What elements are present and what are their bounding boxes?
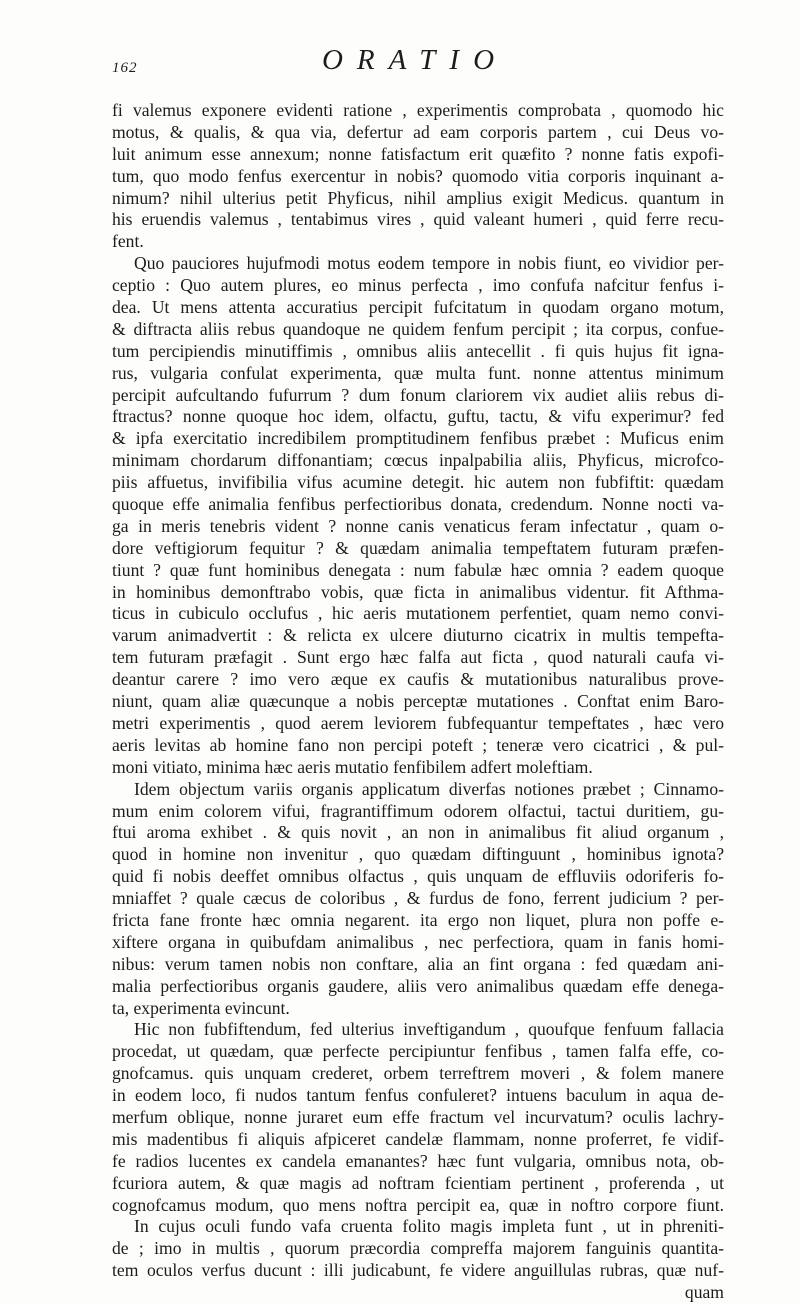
text-line: ta, experimenta evincunt. bbox=[112, 997, 290, 1018]
text-line: mum enim colorem vifui, fragrantiffimum odorem olfactui, tactui duritiem, gu- bbox=[112, 800, 724, 821]
text-line: percipit aufcultando fufurrum ? dum fonum clariorem vix audiet aliis rebus di- bbox=[112, 384, 724, 405]
text-line: metri experimentis , quod aerem leviorem fubfequantur tempeftates , hæc vero bbox=[112, 712, 724, 733]
text-line: nibus: verum tamen nobis non conftare, alia an fint organa : fed quædam ani- bbox=[112, 953, 724, 974]
text-line: moni vitiato, minima hæc aeris mutatio fenfibilem adfert moleftiam. bbox=[112, 756, 593, 777]
text-line: fricta fane fronte hæc omnia negarent. ita ergo non liquet, plura non poffe e- bbox=[112, 909, 724, 930]
body-text bbox=[112, 100, 724, 1304]
text-line: merfum oblique, nonne juraret eum effe fractum vel incurvatum? oculis lachry- bbox=[112, 1106, 724, 1127]
text-line: minimam chordarum diffonantiam; cœcus inpalpabilia aliis, Phyficus, microfco- bbox=[112, 450, 724, 471]
text-line: nimum? nihil ulterius petit Phyficus, nihil amplius exigit Medicus. quantum in bbox=[112, 187, 724, 208]
text-line: piis affuetus, invifibilia vifus acumine detegit. hic autem non fubfiftit: quædam bbox=[112, 472, 724, 493]
text-line: tum percipiendis minutiffimis , omnibus aliis antecellit . fi quis hujus fit igna- bbox=[112, 340, 724, 361]
text-line: mis madentibus fi aliquis afpiceret candelæ flammam, nonne proferret, fe vidif- bbox=[112, 1128, 724, 1149]
text-line: dore veftigiorum fequitur ? & quædam animalia tempeftatem futuram præfen- bbox=[112, 537, 724, 558]
text-line: ceptio : Quo autem plures, eo minus perfecta , imo confufa nafcitur fenfus i- bbox=[112, 275, 724, 296]
text-line: ftui aroma exhibet . & quis novit , an non in animalibus fit aliud organum , bbox=[112, 822, 724, 843]
text-line: ga in meris tenebris vident ? nonne canis venaticus feram infectatur , quam o- bbox=[112, 515, 724, 536]
text-line: his eruendis valemus , tentabimus vires , quid valeant humeri , quid ferre recu- bbox=[112, 209, 724, 230]
text-line: tem oculos verfus ducunt : illi judicabunt, fe videre anguillulas rubras, quæ nuf- bbox=[112, 1260, 724, 1281]
text-line: tum, quo modo fenfus exercentur in nobis? quomodo vitia corporis inquinant a- bbox=[112, 165, 724, 186]
text-line: fe radios lucentes ex candela emanantes? hæc funt vulgaria, omnibus nota, ob- bbox=[112, 1150, 724, 1171]
text-line: fi valemus exponere evidenti ratione , experimentis comprobata , quomodo hic bbox=[112, 100, 724, 120]
text-line: quoque effe animalia fenfibus perfectioribus donata, credendum. Nonne nocti va- bbox=[112, 494, 724, 515]
text-line: procedat, ut quædam, quæ perfecte percipiuntur fenfibus , tamen falfa effe, co- bbox=[112, 1041, 724, 1062]
text-line: ticus in cubiculo occlufus , hic aeris mutationem perfentiet, quam nemo convi- bbox=[112, 603, 724, 624]
text-line: niunt, quam aliæ quæcunque a nobis perceptæ mutationes . Conftat enim Baro- bbox=[112, 691, 724, 712]
text-line: xiftere organa in quibufdam animalibus , nec perfectiora, quam in fanis homi- bbox=[112, 931, 724, 952]
text-line: dea. Ut mens attenta accuratius percipit fufcitatum in quodam organo motum, bbox=[112, 297, 724, 318]
text-line: tiunt ? quæ funt hominibus denegata : num fabulæ hæc omnia ? eadem quoque bbox=[112, 559, 724, 580]
page-number: 162 bbox=[112, 60, 138, 76]
text-line: fent. bbox=[112, 231, 144, 252]
text-line: in eodem loco, fi nudos tantum fenfus confuleret? intuens baculum in aqua de- bbox=[112, 1085, 724, 1106]
paragraph-start-line: Hic non fubfiftendum, fed ulterius inveftigandum , quoufque fenfuum fallacia bbox=[134, 1019, 724, 1040]
text-line: quod in homine non invenitur , quo quædam diftinguunt , hominibus ignota? bbox=[112, 844, 724, 865]
catchword: quam bbox=[684, 1282, 724, 1303]
text-line: de ; imo in multis , quorum præcordia compreffa majorem fanguinis quantita- bbox=[112, 1238, 724, 1259]
text-line: rus, vulgaria confulat experimenta, quæ multa funt. nonne attentus minimum bbox=[112, 362, 724, 383]
text-line: aeris levitas ab homine fano non percipi poteft ; teneræ vero cicatrici , & pul- bbox=[112, 734, 724, 755]
paragraph-start-line: Quo pauciores hujufmodi motus eodem tempore in nobis fiunt, eo vividior per- bbox=[134, 253, 724, 274]
text-line: ftractus? nonne quoque hoc idem, olfactu, guftu, tactu, & vifu experimur? fed bbox=[112, 406, 724, 427]
paragraph-start-line: In cujus oculi fundo vafa cruenta folito magis impleta funt , ut in phreniti- bbox=[134, 1216, 724, 1237]
text-line: in hominibus demonftrabo vobis, quæ ficta in animalibus videntur. fit Afthma- bbox=[112, 581, 724, 602]
paragraph-start-line: Idem objectum variis organis applicatum diverfas notiones præbet ; Cinnamo- bbox=[134, 778, 724, 799]
text-line: luit animum esse annexum; nonne fatisfactum erit quæfito ? nonne fatis expofi- bbox=[112, 143, 724, 164]
text-line: quid fi nobis deeffet omnibus olfactus , quis unquam de effluviis odoriferis fo- bbox=[112, 866, 724, 887]
text-line: deantur carere ? imo vero æque ex caufis & mutationibus naturalibus prove- bbox=[112, 669, 724, 690]
text-line: cognofcamus modum, quo mens noftra percipit ea, quæ in noftro corpore fiunt. bbox=[112, 1194, 724, 1215]
running-head: ORATIO bbox=[321, 44, 509, 76]
text-line: motus, & qualis, & qua via, defertur ad eam corporis partem , cui Deus vo- bbox=[112, 121, 724, 142]
text-line: tem futuram præfagit . Sunt ergo hæc falfa aut ficta , quod naturali caufa vi- bbox=[112, 647, 724, 668]
text-line: & diftracta aliis rebus quandoque ne quidem fenfum percipit ; ita corpus, confue- bbox=[112, 318, 724, 339]
text-line: & ipfa exercitatio incredibilem promptitudinem fenfibus præbet : Muficus enim bbox=[112, 428, 724, 449]
text-line: fcuriora autem, & quæ magis ad noftram fcientiam pertinent , proferenda , ut bbox=[112, 1172, 724, 1193]
text-line: varum animadvertit : & relicta ex ulcere diuturno cicatrix in multis tempefta- bbox=[112, 625, 724, 646]
text-line: gnofcamus. quis unquam crederet, orbem terreftrem moveri , & folem manere bbox=[112, 1063, 724, 1084]
text-line: malia perfectioribus organis gaudere, aliis vero animalibus quædam effe denega- bbox=[112, 975, 724, 996]
text-line: mniaffet ? quale cæcus de coloribus , & furdus de fono, ferrent judicium ? per- bbox=[112, 888, 724, 909]
